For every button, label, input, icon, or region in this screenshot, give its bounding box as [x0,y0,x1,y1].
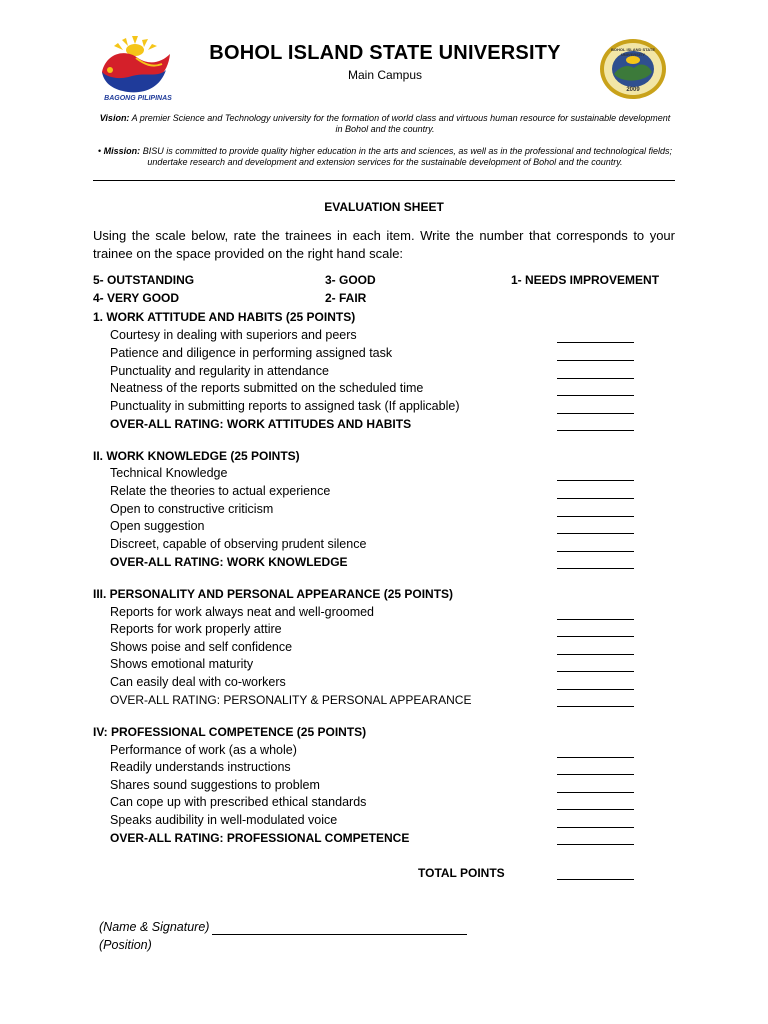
vision-text: A premier Science and Technology university for the formation of world class and virtuous human resource for sustainable development in Bohol and the country. [131,113,671,134]
criterion-item: Shares sound suggestions to problem [110,778,320,792]
criterion-item: Reports for work properly attire [110,622,282,636]
rating-blank[interactable] [557,551,634,552]
overall-rating-label: OVER-ALL RATING: PROFESSIONAL COMPETENCE [110,831,410,845]
criterion-item: Can cope up with prescribed ethical standards [110,795,367,809]
scale-2: 2- FAIR [325,291,367,305]
mission-text: BISU is committed to provide quality higher education in the arts and sciences, as well as in the professional and technological fields; undertake research and development and extension services for the sustainable development of Bohol and the country. [142,146,672,167]
rating-blank[interactable] [557,689,634,690]
rating-blank[interactable] [557,395,634,396]
mission-statement [98,146,672,168]
seal-year: 2009 [626,87,640,93]
section-title: IV: PROFESSIONAL COMPETENCE (25 POINTS) [93,725,367,739]
overall-rating-label: OVER-ALL RATING: WORK ATTITUDES AND HABITS [110,417,412,431]
evaluation-sheet-title: EVALUATION SHEET [324,200,444,214]
rating-blank[interactable] [557,378,634,379]
vision-label: Vision: [99,113,130,123]
seal-text: BOHOL ISLAND STATE UNIVERSITY [611,47,655,57]
overall-rating-blank[interactable] [557,706,634,707]
criterion-item: Discreet, capable of observing prudent silence [110,537,367,551]
criterion-item: Punctuality and regularity in attendance [110,364,329,378]
rating-blank[interactable] [557,360,634,361]
criterion-item: Can easily deal with co-workers [110,675,286,689]
criterion-item: Technical Knowledge [110,466,228,480]
rating-blank[interactable] [557,827,634,828]
criterion-item: Punctuality in submitting reports to assigned task (If applicable) [110,399,460,413]
criterion-item: Courtesy in dealing with superiors and peers [110,328,357,342]
section-title: III. PERSONALITY AND PERSONAL APPEARANCE (25 POINTS) [93,587,454,601]
rating-blank[interactable] [557,516,634,517]
criterion-item: Patience and diligence in performing assigned task [110,346,393,360]
rating-blank[interactable] [557,480,634,481]
scale-3: 3- GOOD [325,273,376,287]
criterion-item: Reports for work always neat and well-groomed [110,605,375,619]
total-points-blank[interactable] [557,879,634,880]
mission-label: Mission: [103,146,141,156]
criterion-item: Speaks audibility in well-modulated voice [110,813,338,827]
instructions: Using the scale below, rate the trainees in each item. Write the number that corresponds to your trainee on the space provided on the right hand scale: [93,228,675,261]
criterion-item: Performance of work (as a whole) [110,743,297,757]
rating-blank[interactable] [557,654,634,655]
mission-bullet: • [98,146,102,156]
criterion-item: Shows poise and self confidence [110,640,293,654]
header-divider [93,180,675,181]
scale-1: 1- NEEDS IMPROVEMENT [511,273,660,287]
rating-blank[interactable] [557,774,634,775]
university-seal [598,38,668,100]
total-points-label: TOTAL POINTS [418,866,505,880]
rating-blank[interactable] [557,498,634,499]
rating-blank[interactable] [557,809,634,810]
rating-blank[interactable] [557,636,634,637]
name-signature-label: (Name & Signature) [99,920,210,934]
criterion-item: Open to constructive criticism [110,502,274,516]
overall-rating-label: OVER-ALL RATING: PERSONALITY & PERSONAL APPEARANCE [110,693,472,707]
overall-rating-blank[interactable] [557,568,634,569]
section-title: II. WORK KNOWLEDGE (25 POINTS) [93,449,300,463]
section-title: 1. WORK ATTITUDE AND HABITS (25 POINTS) [93,310,356,324]
criterion-item: Relate the theories to actual experience [110,484,331,498]
rating-blank[interactable] [557,671,634,672]
overall-rating-blank[interactable] [557,844,634,845]
criterion-item: Neatness of the reports submitted on the scheduled time [110,381,424,395]
criterion-item: Open suggestion [110,519,205,533]
rating-blank[interactable] [557,533,634,534]
rating-blank[interactable] [557,342,634,343]
rating-blank[interactable] [557,792,634,793]
rating-blank[interactable] [557,413,634,414]
left-logo-text: BAGONG PILIPINAS [104,95,172,102]
scale-4: 4- VERY GOOD [93,291,180,305]
criterion-item: Shows emotional maturity [110,657,254,671]
campus-name: Main Campus [347,68,423,82]
scale-5: 5- OUTSTANDING [93,273,195,287]
position-label: (Position) [99,938,152,952]
overall-rating-blank[interactable] [557,430,634,431]
vision-statement [98,113,672,135]
criterion-item: Readily understands instructions [110,760,291,774]
university-title: BOHOL ISLAND STATE UNIVERSITY [209,42,561,64]
rating-blank[interactable] [557,619,634,620]
signature-line[interactable] [212,934,467,935]
overall-rating-label: OVER-ALL RATING: WORK KNOWLEDGE [110,555,348,569]
rating-blank[interactable] [557,757,634,758]
